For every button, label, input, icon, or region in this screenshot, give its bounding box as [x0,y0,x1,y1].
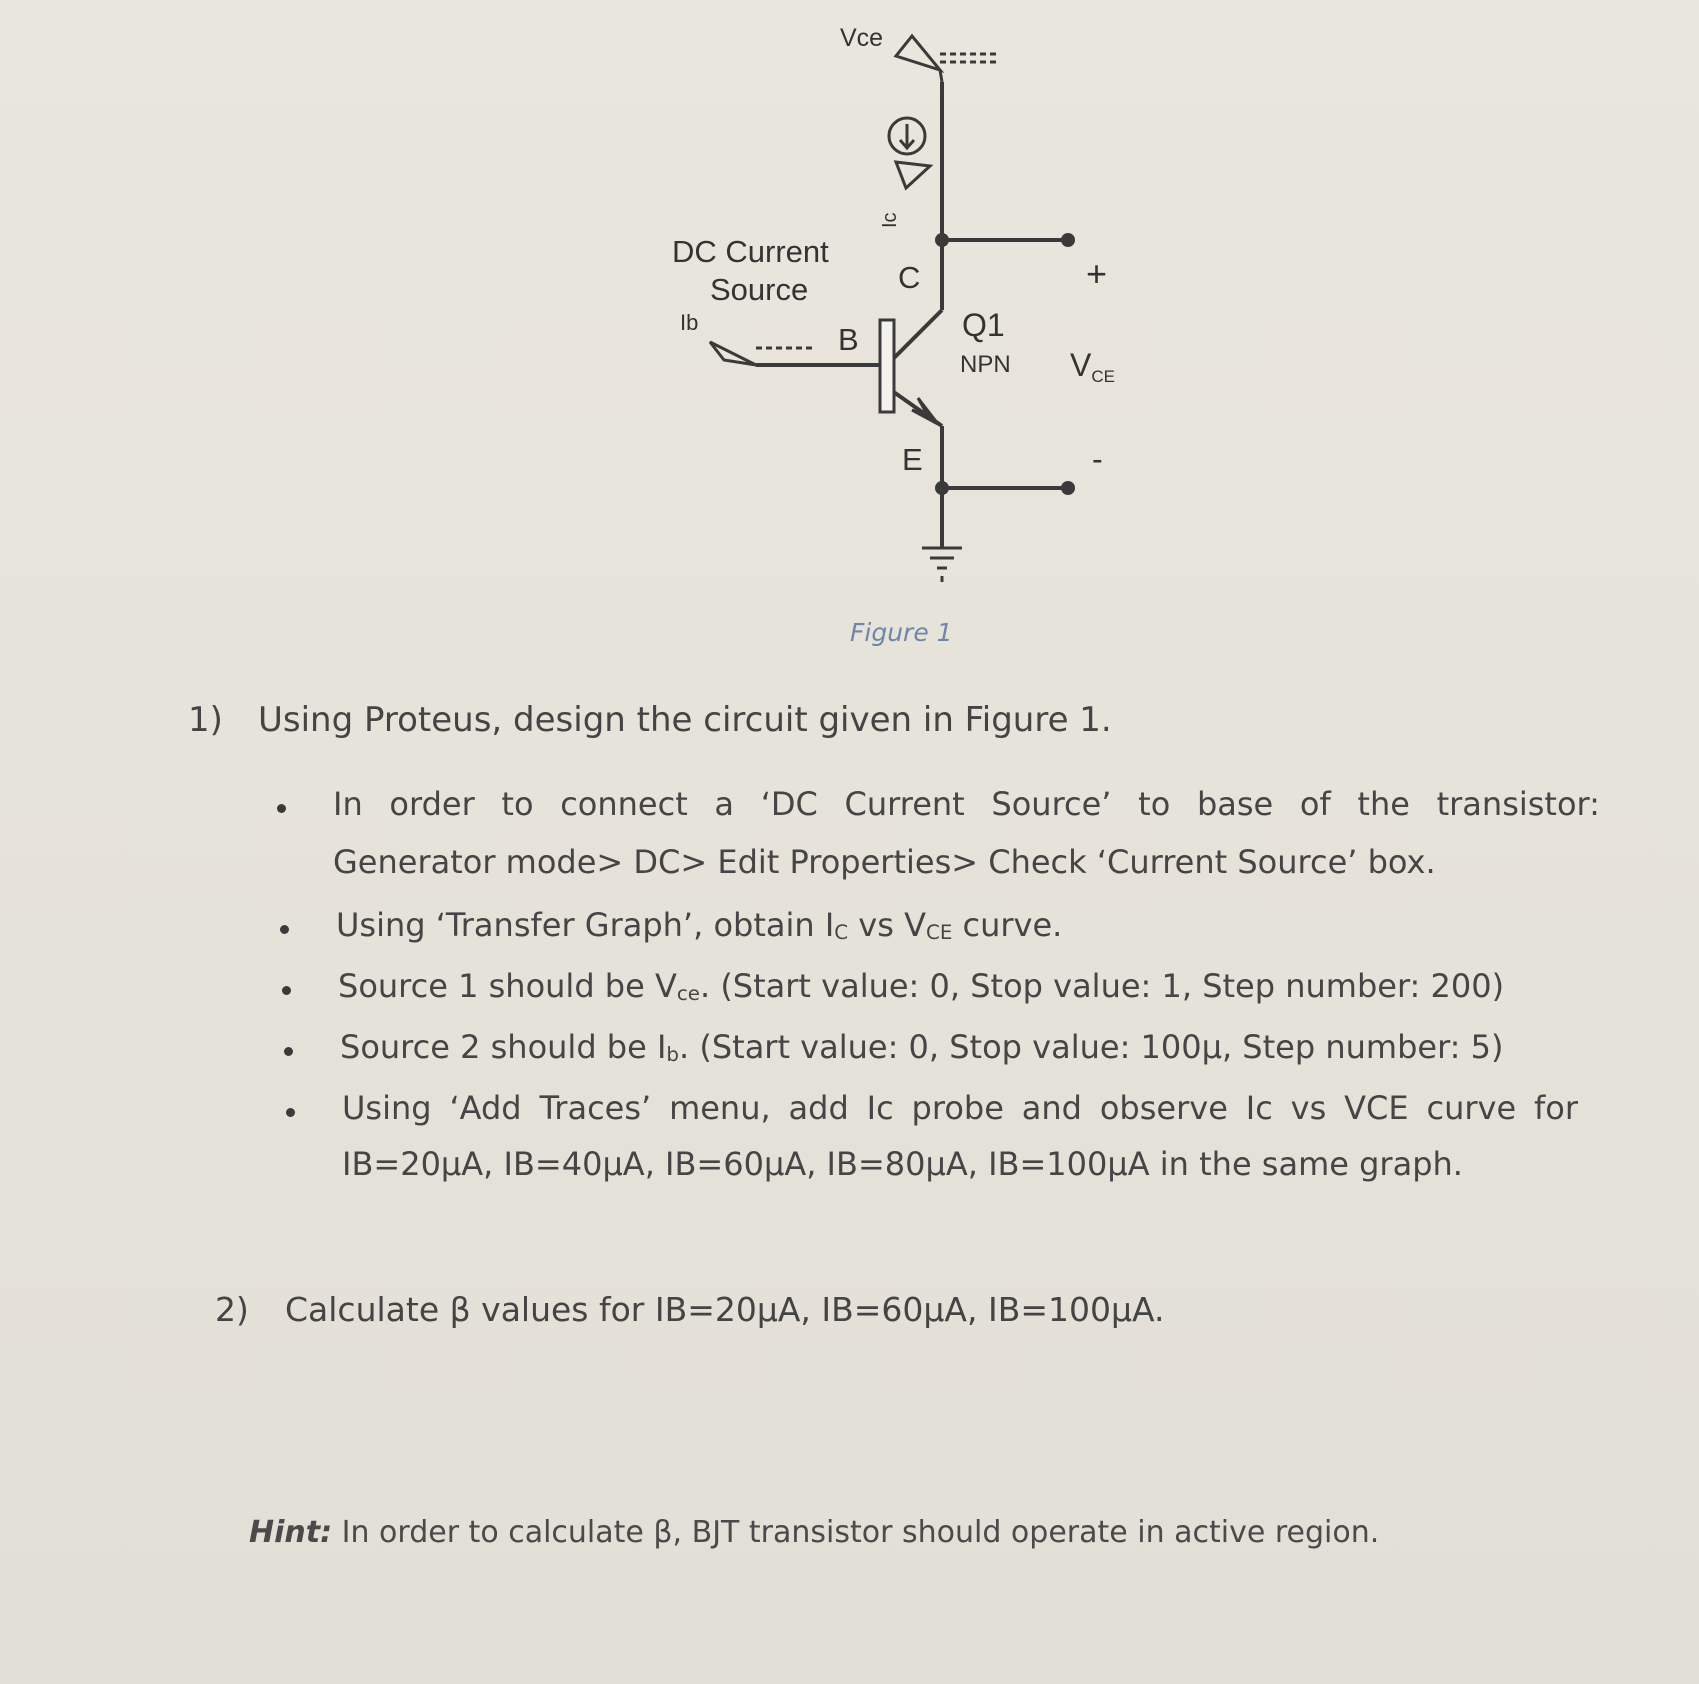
question-2-text: Calculate β values for IB=20µA, IB=60µA, IB=100µA. [285,1290,1165,1329]
base-label: B [838,322,859,357]
bullet-5 [342,1089,1578,1183]
vce-probe-label: Vce [840,24,884,52]
bullet-dot [284,1047,293,1056]
question-1-text: Using Proteus, design the circuit given in Figure 1. [258,700,1112,740]
plus-terminal-label: + [1086,253,1108,294]
figure-caption: Figure 1 [850,618,953,647]
bullet-4: Source 2 should be $I_b$. (Start value: 0, Stop value: 100µ, Step number: 5) [340,1028,1503,1066]
dc-source-label-line1: DC Current [672,234,829,269]
terminal-dot-plus [1061,233,1075,247]
bullet-dot [286,1108,295,1117]
emitter-arrow [912,398,938,424]
bullet-1-line-1: In order to connect a ‘DC Current Source’ to base of the transistor: [333,785,1600,823]
question-1-number: 1) [188,700,223,740]
emitter-label: E [902,442,923,477]
ib-probe-label: Ib [680,310,699,335]
hint-text: In order to calculate β, BJT transistor should operate in active region. [332,1515,1380,1550]
ic-probe-arrow [896,162,930,188]
ic-probe-label: Ic [879,212,901,228]
vce-output-label: VCE [1070,347,1115,386]
bullet-1-line-2: Generator mode> DC> Edit Properties> Check ‘Current Source’ box. [333,843,1436,881]
question-2-number: 2) [215,1290,249,1329]
bullet-5-line-2: IB=20µA, IB=40µA, IB=60µA, IB=80µA, IB=100µA in the same graph. [342,1145,1463,1183]
junction-dot-emitter [935,481,949,495]
bullet-dot [280,925,289,934]
ground-icon [922,548,962,582]
bullet-2: Using ‘Transfer Graph’, obtain $I_C$ vs $V_{CE}$ curve. [336,906,1062,944]
transistor-base-bar [880,320,894,412]
bullet-dot [277,804,286,813]
hint-label: Hint: [249,1515,333,1550]
transistor-collector-lead [888,310,942,364]
terminal-dot-minus [1061,481,1075,495]
hint [249,1515,1379,1550]
minus-terminal-label: - [1092,441,1103,477]
bullet-dot [282,986,291,995]
circuit-diagram [0,0,1699,640]
bullet-5-line-1: Using ‘Add Traces’ menu, add Ic probe and observe Ic vs VCE curve for [342,1089,1578,1127]
bullet-3: Source 1 should be $V_{ce}$. (Start value: 0, Stop value: 1, Step number: 200) [338,967,1504,1005]
ib-generator-icon [710,342,756,365]
junction-dot-collector [935,233,949,247]
collector-label: C [898,260,921,295]
dc-source-label-line2: Source [710,272,809,307]
vce-generator-icon [896,36,940,70]
transistor-type-label: NPN [960,351,1011,378]
transistor-name-label: Q1 [962,307,1005,343]
bullet-1 [333,785,1600,881]
vce-dashed-line [940,54,1000,62]
